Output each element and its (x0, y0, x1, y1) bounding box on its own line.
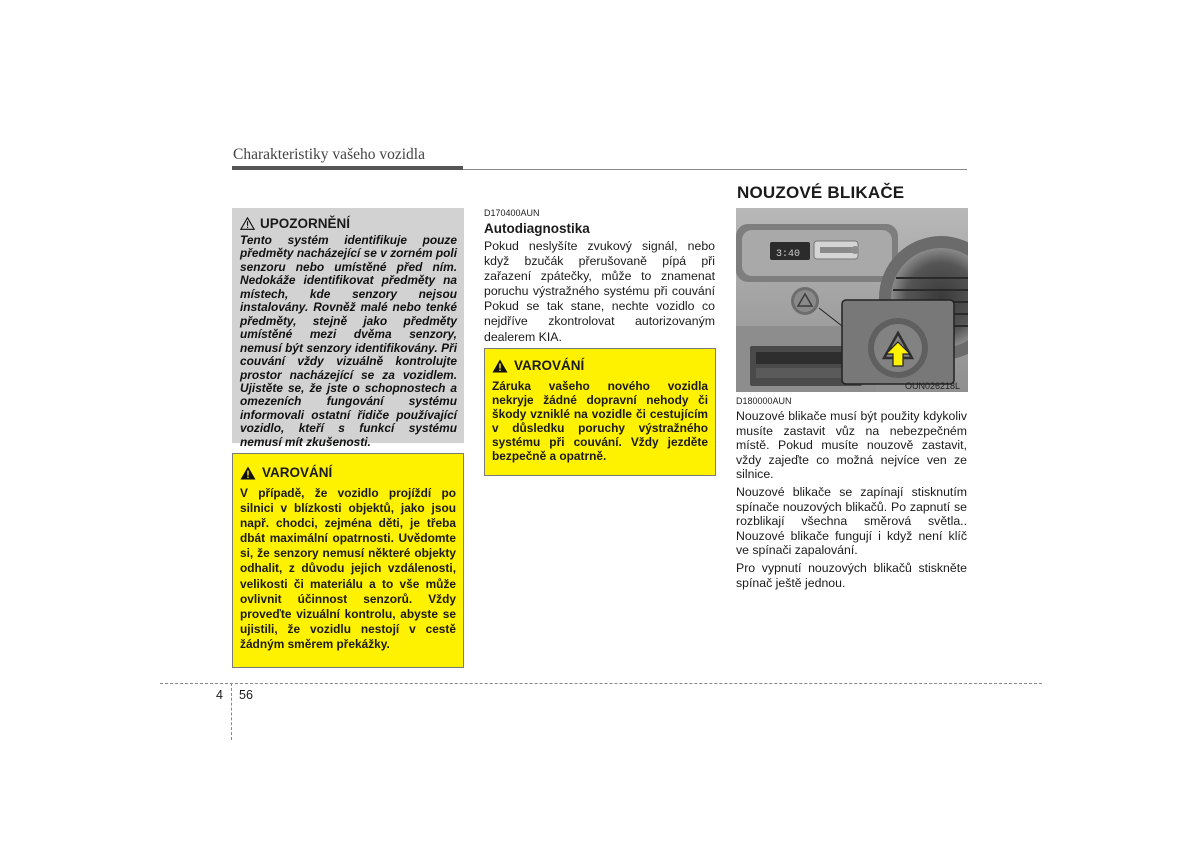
self-diagnosis-text: Pokud neslyšíte zvukový signál, nebo když bzučák přerušovaně pípá při zařazení zpátečky, může to znamenat poruchu výstražného systému při couvání Pokud se tak stane, nechte vozidlo co nejdříve zkontrolovat autorizovaným dealerem KIA. (484, 239, 715, 344)
warning-filled-icon (240, 466, 256, 480)
warning-heading-left (240, 465, 332, 480)
warning-heading-middle-label: VAROVÁNÍ (514, 358, 585, 373)
hazard-paragraph: Nouzové blikače se zapínají stisknutím spínače nouzových blikačů. Po zapnutí se rozblikají všechna směrová světla.. Nouzové blikače fungují i když není klíč ve spínači zapalování. (736, 484, 967, 558)
footer-rule (160, 683, 1042, 684)
page-number: 56 (239, 688, 253, 702)
hazard-paragraph: Nouzové blikače musí být použity kdykoliv musíte zastavit vůz na nebezpečném místě. Pokud musíte nouzově zastavit, vždy zajeďte co možná nejvíce ven ze silnice. (736, 409, 967, 482)
warning-filled-icon (492, 359, 508, 373)
header-rule-thin (463, 169, 967, 170)
caution-heading (240, 216, 350, 231)
photo-caption: OUN026218L (905, 381, 961, 391)
photo-display-text: 3:40 (776, 249, 801, 260)
header-rule-thick (232, 166, 463, 170)
caution-heading-label: UPOZORNĚNÍ (260, 216, 351, 231)
warning-heading-left-label: VAROVÁNÍ (262, 465, 333, 480)
page-header-title: Charakteristiky vašeho vozidla (233, 146, 425, 163)
hazard-switch-photo (736, 208, 968, 392)
warning-outline-icon (240, 217, 255, 230)
footer-divider (231, 683, 232, 740)
hazard-text (736, 409, 967, 593)
warning-heading-middle (492, 358, 584, 373)
warning-text-left: V případě, že vozidlo projíždí po silnici v blízkosti objektů, jako jsou např. chodci, zejména děti, je třeba dbát maximální opatrnosti. Uvědomte si, že senzory nemusí některé objekty odhalit, z důvodu jejich vzdálenosti, velikosti či materiálu a to vše může ovlivnit účinnost senzorů. Vždy proveďte vizuální kontrolu, abyste se ujistili, že vozidlu nestojí v cestě žádným směrem překážky. (240, 486, 456, 651)
warning-text-middle: Záruka vašeho nového vozidla nekryje žádné dopravní nehody či škody vzniklé na vozidle či cestujícím v důsledku poruchy výstražného systému při couvání. Vždy jezděte bezpečně a opatrně. (492, 379, 708, 464)
page-chapter-number: 4 (216, 688, 223, 702)
hazard-heading: NOUZOVÉ BLIKAČE (737, 183, 905, 202)
section-code-self-diagnosis: D170400AUN (484, 208, 540, 218)
caution-text: Tento systém identifikuje pouze předměty nacházející se v zorném poli senzoru nebo umístěné před ním. Nedokáže identifikovat předměty na místech, kde senzory nejsou instalovány. Rovněž malé nebo tenké předměty, stejně jako předměty umístěné mezi dvěma senzory, nemusí být senzory identifikovány. Při couvání vždy vizuálně kontrolujte prostor nacházející se za vozidlem. Ujistěte se, že jste o schopnostech a omezeních fungování systému informovali ostatní řidiče používající vozidlo, kteří s funkcí systému nemusí mít zkušenosti. (240, 233, 457, 449)
section-code-hazard: D180000AUN (736, 396, 792, 406)
hazard-paragraph: Pro vypnutí nouzových blikačů stiskněte spínač ještě jednou. (736, 560, 967, 590)
self-diagnosis-heading: Autodiagnostika (484, 221, 590, 236)
